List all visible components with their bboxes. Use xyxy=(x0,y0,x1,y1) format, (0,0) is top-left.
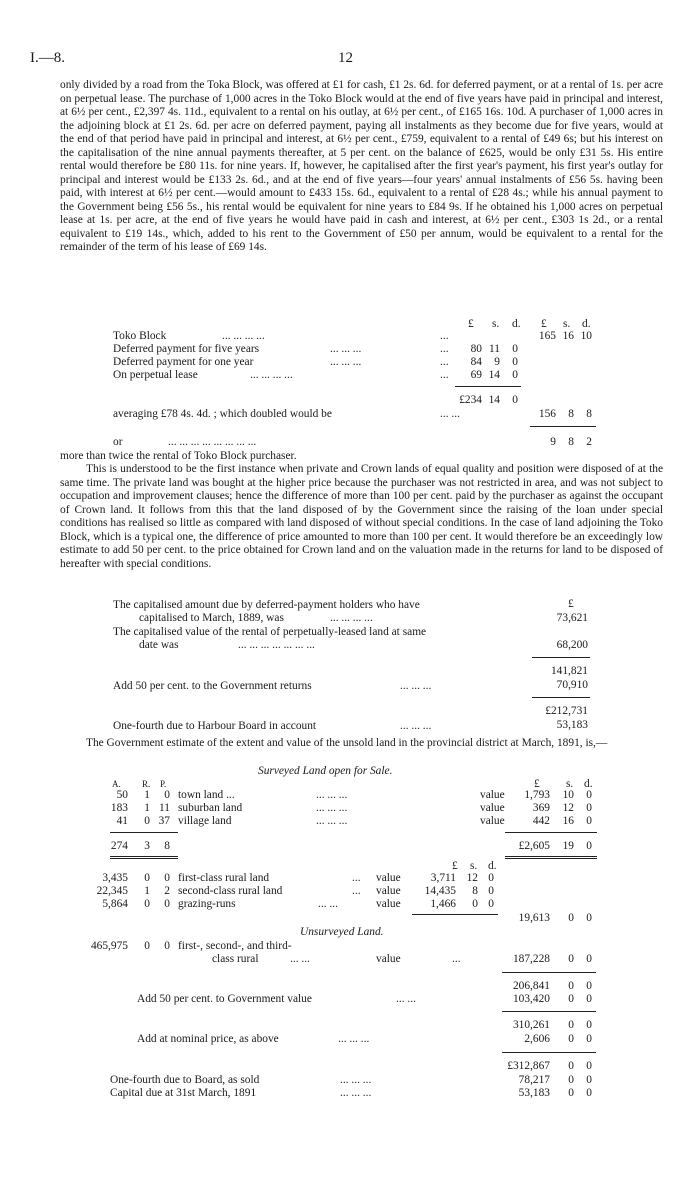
leader-dots: ... ... xyxy=(318,898,338,910)
money-header: s. xyxy=(470,860,478,872)
capitalised-line-2b: date was xyxy=(139,639,179,651)
intro-paragraph-block xyxy=(60,79,663,319)
leader-dots: ... ... ... xyxy=(338,1033,370,1045)
value-pounds: 442 xyxy=(532,815,550,827)
acres: 5,864 xyxy=(102,898,128,910)
value-label: value xyxy=(376,898,401,910)
leader-dots: ... xyxy=(440,356,449,368)
leader-dots: ... xyxy=(440,343,449,355)
amount-shillings: 8 xyxy=(568,408,574,420)
grand-total-pounds: £312,867 xyxy=(507,1060,550,1072)
col-header: £ xyxy=(541,318,547,330)
money-header: £ xyxy=(452,860,458,872)
add-50-value: 70,910 xyxy=(556,679,588,691)
land-type: class rural xyxy=(212,953,259,965)
perches: 0 xyxy=(164,940,170,952)
value-shillings: 0 xyxy=(472,898,478,910)
table-row-label: Toko Block xyxy=(113,330,167,342)
amount-pence: 0 xyxy=(512,343,518,355)
leader-dots: ... ... xyxy=(440,408,460,420)
second-paragraph: This is understood to be the first instance when private and Crown lands of equal quality and position were disposed of at the same time. The private land was bought at the higher price because the purchaser was not restricted in area, and was not subject to occupation and improvement clauses; hence the difference of more than 100 per cent. paid by the purchaser as against the occupant of Crown land. It follows from this that the land disposed of by the Government since the raising of the loan under special conditions has realised so little as compared with land disposed of without special conditions. In the case of land adjoining the Toko Block, which is a typical one, the difference of price amounted to more than 100 per cent. It would therefore be an exceedingly low estimate to add 50 per cent. to the price obtained for Crown land and on the valuation made in the returns for land to be disposed of hereafter with special conditions. xyxy=(60,463,663,570)
perches: 37 xyxy=(158,815,170,827)
capital-shillings: 0 xyxy=(568,1087,574,1099)
town-total-perches: 8 xyxy=(164,840,170,852)
roods: 0 xyxy=(144,898,150,910)
one-fourth-value: 53,183 xyxy=(556,719,588,731)
value-pence: 0 xyxy=(586,789,592,801)
area-header: P. xyxy=(160,779,167,789)
subtotal-rule xyxy=(455,386,521,387)
town-total-pounds: £2,605 xyxy=(518,840,550,852)
col-header: £ xyxy=(468,318,474,330)
estimate-intro-block xyxy=(60,737,663,765)
money-header: £ xyxy=(534,778,540,790)
amount-pence: 0 xyxy=(512,356,518,368)
value-pounds: 14,435 xyxy=(424,885,456,897)
land-type: first-, second-, and third- xyxy=(178,940,292,952)
sum-rule xyxy=(502,1052,596,1053)
nominal-pounds: 2,606 xyxy=(524,1033,550,1045)
value-pounds: 369 xyxy=(532,802,550,814)
money-header: d. xyxy=(488,860,497,872)
value-pounds: 1,466 xyxy=(430,898,456,910)
acres: 50 xyxy=(116,789,128,801)
area-rule xyxy=(110,832,178,833)
amount-pence: 2 xyxy=(586,436,592,448)
leader-dots: ... ... ... xyxy=(400,720,432,732)
perches: 2 xyxy=(164,885,170,897)
leader-dots: ... ... ... xyxy=(316,789,348,801)
col-header: s. xyxy=(563,318,571,330)
perches: 0 xyxy=(164,898,170,910)
value-rule xyxy=(505,832,597,833)
amount-pounds: 165 xyxy=(538,330,556,342)
amount-pounds: 84 xyxy=(470,356,482,368)
grand-total-shillings: 0 xyxy=(568,1060,574,1072)
rural-total-pounds: 19,613 xyxy=(518,912,550,924)
add-50-pence: 0 xyxy=(586,993,592,1005)
value-pence: 0 xyxy=(488,885,494,897)
amount-pence: 8 xyxy=(586,408,592,420)
roods: 1 xyxy=(144,789,150,801)
amount-pounds: 9 xyxy=(550,436,556,448)
leader-dots: ... ... ... ... xyxy=(250,369,293,381)
leader-dots: ... xyxy=(440,369,449,381)
leader-dots: ... xyxy=(452,953,461,965)
value-shillings: 0 xyxy=(568,953,574,965)
sum-rule xyxy=(502,972,596,973)
subtotal-pence: 0 xyxy=(586,980,592,992)
rural-total-pence: 0 xyxy=(586,912,592,924)
leader-dots: ... ... xyxy=(396,993,416,1005)
leader-dots: ... ... ... xyxy=(340,1087,372,1099)
amount-shillings: 16 xyxy=(562,330,574,342)
perches: 11 xyxy=(159,802,170,814)
or-label: or xyxy=(113,436,123,448)
amount-pounds: 156 xyxy=(538,408,556,420)
table-row-label: On perpetual lease xyxy=(113,369,198,381)
area-header: A. xyxy=(112,779,121,789)
nominal-shillings: 0 xyxy=(568,1033,574,1045)
value-label: value xyxy=(480,789,505,801)
town-total-pence: 0 xyxy=(586,840,592,852)
report-reference: I.—8. xyxy=(30,50,65,66)
value-shillings: 12 xyxy=(466,872,478,884)
amount-pence: 0 xyxy=(512,369,518,381)
capital-pence: 0 xyxy=(586,1087,592,1099)
nominal-pence: 0 xyxy=(586,1033,592,1045)
averaging-label: averaging £78 4s. 4d. ; which doubled would be xyxy=(113,408,332,420)
add-50-shillings: 0 xyxy=(568,993,574,1005)
roods: 0 xyxy=(144,940,150,952)
leader-dots: ... ... ... xyxy=(316,815,348,827)
roods: 0 xyxy=(144,815,150,827)
rural-rule xyxy=(412,914,498,915)
leader-dots: ... ... ... xyxy=(330,356,362,368)
intro-paragraph: only divided by a road from the Toka Block, was offered at £1 for cash, £1 2s. 6d. for deferred payment, or at a rental of 1s. per acre on perpetual lease. The purchase of 1,000 acres in the Toko Block would at the end of five years have paid in principal and interest, at 6½ per cent., £2,397 4s. 11d., equivalent to a rental on his outlay, at 6½ per cent., of £165 16s. 10d. A purchaser of 1,000 acres in the adjoining block at £1 2s. 6d. per acre on deferred payment, paying all instalments as they become due for five years, would at the end of that period have paid in principal and interest, at 6½ per cent., £759, equivalent to a rental of £49 6s; but his interest on the capitalisation of the nine annual payments thereafter, at 5 per cent. on the balance of £625, would be only £31 5s. His entire rental would therefore be £80 11s. for nine years. If, however, he capitalised after the first year's payment, his first year's outlay for principal and interest would be £133 2s. 6d., and at the end of five years—four years' annual instalments of £56 5s. having been paid, with interest at 6½ per cent.—would amount to £433 15s. 6d., equivalent to a rental of £28 4s.; while his annual payment to the Government being £56 5s., his rental would be equivalent for nine years to £84 9s. If he obtained his 1,000 acres on perpetual lease at 1s. per acre, at the end of five years he would have paid in cash and interest, at 6½ per cent., £303 1s 2d., or a rental equivalent to £19 14s., which, added to his rent to the Government of £50 per annum, would be equivalent to a rental for the remainder of the term of his lease of £69 14s. xyxy=(60,79,663,253)
amount-shillings: 9 xyxy=(494,356,500,368)
leader-dots: ... xyxy=(440,330,449,342)
leader-dots: ... ... ... xyxy=(400,680,432,692)
amount-shillings: 8 xyxy=(568,436,574,448)
subtotal-pence: 0 xyxy=(586,1019,592,1031)
total-pounds: £234 xyxy=(459,394,482,406)
leader-dots: ... xyxy=(352,872,361,884)
town-total-roods: 3 xyxy=(144,840,150,852)
perches: 0 xyxy=(164,872,170,884)
town-total-acres: 274 xyxy=(110,840,128,852)
acres: 183 xyxy=(110,802,128,814)
total-pence: 0 xyxy=(512,394,518,406)
nominal-label: Add at nominal price, as above xyxy=(137,1033,279,1045)
amount-pence: 10 xyxy=(580,330,592,342)
roods: 1 xyxy=(144,802,150,814)
subtotal-pounds: 206,841 xyxy=(512,980,550,992)
land-type: second-class rural land xyxy=(178,885,283,897)
capitalised-line-2a: The capitalised value of the rental of perpetually-leased land at same xyxy=(113,626,427,638)
area-double-rule xyxy=(110,856,178,859)
quarter-pounds: 78,217 xyxy=(518,1074,550,1086)
difference-rule xyxy=(530,426,596,427)
land-type: suburban land xyxy=(178,802,243,814)
capitalised-total: £212,731 xyxy=(545,705,588,717)
money-header: s. xyxy=(566,778,574,790)
surveyed-title: Surveyed Land open for Sale. xyxy=(258,765,393,777)
capitalised-value-2: 68,200 xyxy=(556,639,588,651)
value-pence: 0 xyxy=(488,898,494,910)
rural-total-shillings: 0 xyxy=(568,912,574,924)
capitalised-line-1a: The capitalised amount due by deferred-payment holders who have xyxy=(113,599,420,611)
value-pence: 0 xyxy=(586,815,592,827)
value-pounds: 187,228 xyxy=(512,953,550,965)
leader-dots: ... ... ... ... xyxy=(330,612,373,624)
area-header: R. xyxy=(142,779,151,789)
land-type: grazing-runs xyxy=(178,898,236,910)
add-50-label: Add 50 per cent. to the Government returns xyxy=(113,680,312,692)
page-number: 12 xyxy=(338,50,353,66)
value-label: value xyxy=(376,885,401,897)
leader-dots: ... ... xyxy=(290,953,310,965)
more-than-line: more than twice the rental of Toko Block purchaser. xyxy=(60,450,297,462)
col-header: d. xyxy=(512,318,521,330)
quarter-label: One-fourth due to Board, as sold xyxy=(110,1074,260,1086)
table-row-label: Deferred payment for five years xyxy=(113,343,260,355)
amount-pounds: 69 xyxy=(470,369,482,381)
total-rule xyxy=(532,697,590,698)
land-type: town land ... xyxy=(178,789,235,801)
subtotal-rule xyxy=(532,657,590,658)
capital-label: Capital due at 31st March, 1891 xyxy=(110,1087,257,1099)
amount-shillings: 14 xyxy=(488,369,500,381)
roods: 0 xyxy=(144,872,150,884)
total-shillings: 14 xyxy=(488,394,500,406)
estimate-intro: The Government estimate of the extent and value of the unsold land in the provincial district at March, 1891, is,— xyxy=(86,737,608,749)
second-paragraph-block xyxy=(60,463,663,599)
capitalised-line-1b: capitalised to March, 1889, was xyxy=(139,612,284,624)
value-pence: 0 xyxy=(488,872,494,884)
value-label: value xyxy=(376,953,401,965)
leader-dots: ... ... ... xyxy=(330,343,362,355)
subtotal-pounds: 310,261 xyxy=(512,1019,550,1031)
capital-pounds: 53,183 xyxy=(518,1087,550,1099)
capitalised-subtotal: 141,821 xyxy=(550,665,588,677)
value-pence: 0 xyxy=(586,802,592,814)
value-double-rule xyxy=(505,856,597,859)
town-total-shillings: 19 xyxy=(562,840,574,852)
quarter-pence: 0 xyxy=(586,1074,592,1086)
leader-dots: ... ... ... xyxy=(340,1074,372,1086)
subtotal-shillings: 0 xyxy=(568,980,574,992)
value-label: value xyxy=(480,802,505,814)
pound-sign: £ xyxy=(568,598,574,610)
col-header: d. xyxy=(582,318,591,330)
table-row-label: Deferred payment for one year xyxy=(113,356,254,368)
one-fourth-label: One-fourth due to Harbour Board in account xyxy=(113,720,317,732)
value-shillings: 12 xyxy=(562,802,574,814)
value-label: value xyxy=(480,815,505,827)
subtotal-shillings: 0 xyxy=(568,1019,574,1031)
value-shillings: 10 xyxy=(562,789,574,801)
leader-dots: ... ... ... ... ... ... ... ... xyxy=(168,436,257,448)
acres: 41 xyxy=(116,815,128,827)
add-50-pounds: 103,420 xyxy=(512,993,550,1005)
value-shillings: 16 xyxy=(562,815,574,827)
sum-rule xyxy=(502,1011,596,1012)
perches: 0 xyxy=(164,789,170,801)
leader-dots: ... ... ... ... ... ... ... xyxy=(238,639,315,651)
land-type: village land xyxy=(178,815,232,827)
grand-total-pence: 0 xyxy=(586,1060,592,1072)
leader-dots: ... xyxy=(352,885,361,897)
unsurveyed-title: Unsurveyed Land. xyxy=(300,926,384,938)
acres: 465,975 xyxy=(90,940,128,952)
add-50-gov-label: Add 50 per cent. to Government value xyxy=(137,993,312,1005)
col-header: s. xyxy=(492,318,500,330)
quarter-shillings: 0 xyxy=(568,1074,574,1086)
amount-shillings: 11 xyxy=(489,343,500,355)
value-label: value xyxy=(376,872,401,884)
money-header: d. xyxy=(584,778,593,790)
value-pounds: 3,711 xyxy=(430,872,456,884)
roods: 1 xyxy=(144,885,150,897)
leader-dots: ... ... ... xyxy=(316,802,348,814)
leader-dots: ... ... ... ... xyxy=(222,330,265,342)
acres: 22,345 xyxy=(96,885,128,897)
amount-pounds: 80 xyxy=(470,343,482,355)
land-type: first-class rural land xyxy=(178,872,270,884)
capitalised-value-1: 73,621 xyxy=(556,612,588,624)
value-shillings: 8 xyxy=(472,885,478,897)
acres: 3,435 xyxy=(102,872,128,884)
value-pence: 0 xyxy=(586,953,592,965)
value-pounds: 1,793 xyxy=(524,789,550,801)
